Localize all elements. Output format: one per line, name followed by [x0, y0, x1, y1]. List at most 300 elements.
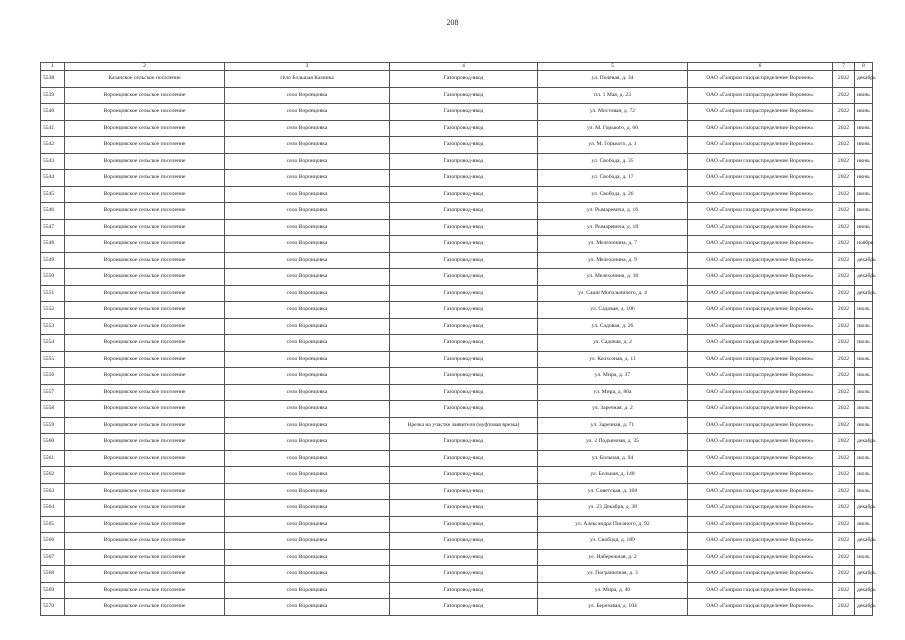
cell-organization: ОАО «Газпром газораспределение Воронеж» [688, 434, 833, 451]
cell-organization: ОАО «Газпром газораспределение Воронеж» [688, 384, 833, 401]
cell-settlement: Воронцовское сельское поселение [65, 252, 225, 269]
cell-month: декабрь [855, 566, 873, 583]
cell-address: ул. Мелехонина, д. 7 [538, 236, 688, 253]
cell-locality: село Воронцовка [225, 335, 390, 352]
cell-settlement: Воронцовское сельское поселение [65, 104, 225, 121]
cell-year: 2022 [833, 335, 855, 352]
cell-year: 2022 [833, 516, 855, 533]
cell-object-type: Газопровод-ввод [390, 401, 538, 418]
table-row [41, 566, 873, 583]
cell-object-type: Газопровод-ввод [390, 87, 538, 104]
cell-month: декабрь [855, 285, 873, 302]
cell-object-type: Газопровод-ввод [390, 516, 538, 533]
cell-organization: ОАО «Газпром газораспределение Воронеж» [688, 170, 833, 187]
table-row [41, 203, 873, 220]
cell-month: июнь [855, 153, 873, 170]
cell-row-number: 5548 [41, 236, 65, 253]
table-body [41, 71, 876, 616]
cell-month: июль [855, 351, 873, 368]
cell-month: июнь [855, 137, 873, 154]
cell-settlement: Воронцовское сельское поселение [65, 269, 225, 286]
table-row [41, 467, 873, 484]
cell-year: 2022 [833, 137, 855, 154]
cell-year: 2022 [833, 401, 855, 418]
cell-address: ул. Мира, д. 40 [538, 582, 688, 599]
cell-row-number: 5543 [41, 153, 65, 170]
cell-row-number: 5568 [41, 566, 65, 583]
cell-address: ул. Садовая, д. 26 [538, 318, 688, 335]
column-header: 2 [65, 63, 225, 71]
cell-settlement: Воронцовское сельское поселение [65, 186, 225, 203]
cell-settlement: Воронцовское сельское поселение [65, 434, 225, 451]
cell-object-type: Газопровод-ввод [390, 599, 538, 616]
cell-address: ул. Садовая, д. 106 [538, 302, 688, 319]
table-row [41, 302, 873, 319]
cell-row-number: 5569 [41, 582, 65, 599]
cell-row-number: 5546 [41, 203, 65, 220]
table-row [41, 368, 873, 385]
cell-locality: село Воронцовка [225, 236, 390, 253]
cell-month: июль [855, 516, 873, 533]
cell-locality: село Воронцовка [225, 186, 390, 203]
table-row [41, 335, 873, 352]
cell-year: 2022 [833, 71, 855, 88]
cell-organization: ОАО «Газпром газораспределение Воронеж» [688, 351, 833, 368]
cell-month: июль [855, 335, 873, 352]
cell-row-number: 5556 [41, 368, 65, 385]
cell-locality: село Большая Казинка [225, 71, 390, 88]
cell-address: ул. Больная, д. 94 [538, 450, 688, 467]
cell-locality: село Воронцовка [225, 516, 390, 533]
cell-settlement: Воронцовское сельское поселение [65, 87, 225, 104]
cell-year: 2022 [833, 434, 855, 451]
cell-address: ул. Заречная, д. 2 [538, 401, 688, 418]
table-row [41, 599, 873, 616]
cell-month: июль [855, 302, 873, 319]
cell-month: декабрь [855, 71, 873, 88]
table-row [41, 269, 873, 286]
cell-settlement: Воронцовское сельское поселение [65, 384, 225, 401]
cell-year: 2022 [833, 582, 855, 599]
table-row [41, 533, 873, 550]
cell-settlement: Воронцовское сельское поселение [65, 170, 225, 187]
cell-year: 2022 [833, 269, 855, 286]
cell-object-type: Врезка на участке заявителя (муфтовая врезка) [390, 417, 538, 434]
cell-year: 2022 [833, 467, 855, 484]
cell-month: июль [855, 368, 873, 385]
cell-row-number: 5559 [41, 417, 65, 434]
cell-settlement: Воронцовское сельское поселение [65, 417, 225, 434]
cell-locality: село Воронцовка [225, 450, 390, 467]
cell-object-type: Газопровод-ввод [390, 351, 538, 368]
cell-row-number: 5564 [41, 500, 65, 517]
cell-locality: село Воронцовка [225, 549, 390, 566]
cell-organization: ОАО «Газпром газораспределение Воронеж» [688, 269, 833, 286]
column-header: 1 [41, 63, 65, 71]
cell-locality: село Воронцовка [225, 566, 390, 583]
cell-object-type: Газопровод-ввод [390, 566, 538, 583]
cell-locality: село Воронцовка [225, 434, 390, 451]
table-row [41, 500, 873, 517]
cell-organization: ОАО «Газпром газораспределение Воронеж» [688, 285, 833, 302]
cell-month: июнь [855, 120, 873, 137]
cell-row-number: 5555 [41, 351, 65, 368]
cell-month: июль [855, 549, 873, 566]
cell-row-number: 5567 [41, 549, 65, 566]
cell-organization: ОАО «Газпром газораспределение Воронеж» [688, 302, 833, 319]
cell-row-number: 5562 [41, 467, 65, 484]
cell-locality: село Воронцовка [225, 582, 390, 599]
cell-month: июнь [855, 170, 873, 187]
cell-organization: ОАО «Газпром газораспределение Воронеж» [688, 318, 833, 335]
cell-locality: село Воронцовка [225, 368, 390, 385]
table-row [41, 71, 873, 88]
table-row [41, 153, 873, 170]
table-row [41, 318, 873, 335]
cell-row-number: 5539 [41, 87, 65, 104]
table-row [41, 483, 873, 500]
cell-object-type: Газопровод-ввод [390, 533, 538, 550]
cell-locality: село Воронцовка [225, 104, 390, 121]
cell-settlement: Воронцовское сельское поселение [65, 137, 225, 154]
cell-month: июль [855, 384, 873, 401]
cell-object-type: Газопровод-ввод [390, 450, 538, 467]
cell-row-number: 5547 [41, 219, 65, 236]
cell-settlement: Воронцовское сельское поселение [65, 153, 225, 170]
cell-object-type: Газопровод-ввод [390, 434, 538, 451]
cell-month: июль [855, 467, 873, 484]
cell-settlement: Воронцовское сельское поселение [65, 401, 225, 418]
cell-settlement: Воронцовское сельское поселение [65, 285, 225, 302]
cell-address: ул. Набережная, д. 2 [538, 549, 688, 566]
cell-year: 2022 [833, 599, 855, 616]
page-number: 208 [446, 18, 459, 27]
cell-settlement: Воронцовское сельское поселение [65, 450, 225, 467]
cell-organization: ОАО «Газпром газораспределение Воронеж» [688, 417, 833, 434]
cell-organization: ОАО «Газпром газораспределение Воронеж» [688, 87, 833, 104]
cell-object-type: Газопровод-ввод [390, 219, 538, 236]
cell-organization: ОАО «Газпром газораспределение Воронеж» [688, 549, 833, 566]
cell-month: ноябрь [855, 236, 873, 253]
cell-object-type: Газопровод-ввод [390, 153, 538, 170]
cell-month: июнь [855, 87, 873, 104]
cell-year: 2022 [833, 384, 855, 401]
cell-settlement: Воронцовское сельское поселение [65, 219, 225, 236]
cell-locality: село Воронцовка [225, 417, 390, 434]
table-row [41, 170, 873, 187]
cell-object-type: Газопровод-ввод [390, 236, 538, 253]
cell-address: ул. Мелехонина, д. 9 [538, 252, 688, 269]
cell-settlement: Воронцовское сельское поселение [65, 318, 225, 335]
cell-organization: ОАО «Газпром газораспределение Воронеж» [688, 120, 833, 137]
cell-address: ул. Мостовая, д. 72 [538, 104, 688, 121]
table-row [41, 582, 873, 599]
cell-row-number: 5549 [41, 252, 65, 269]
cell-locality: село Воронцовка [225, 252, 390, 269]
cell-address: ул. Больная, д. 148 [538, 467, 688, 484]
column-header: 4 [390, 63, 538, 71]
cell-settlement: Воронцовское сельское поселение [65, 533, 225, 550]
cell-year: 2022 [833, 219, 855, 236]
table-row [41, 104, 873, 121]
cell-object-type: Газопровод-ввод [390, 120, 538, 137]
cell-address: ул. Заречная, д. 71 [538, 417, 688, 434]
cell-month: июнь [855, 219, 873, 236]
cell-month: декабрь [855, 252, 873, 269]
cell-settlement: Воронцовское сельское поселение [65, 120, 225, 137]
cell-address: ул. Рымаревича, д. 16 [538, 203, 688, 220]
cell-row-number: 5545 [41, 186, 65, 203]
cell-address: ул. Садовая, д. 2 [538, 335, 688, 352]
table-row [41, 351, 873, 368]
cell-organization: ОАО «Газпром газораспределение Воронеж» [688, 137, 833, 154]
cell-row-number: 5554 [41, 335, 65, 352]
gas-connection-table [40, 62, 876, 616]
cell-settlement: Воронцовское сельское поселение [65, 483, 225, 500]
cell-locality: село Воронцовка [225, 401, 390, 418]
cell-row-number: 5553 [41, 318, 65, 335]
cell-settlement: Воронцовское сельское поселение [65, 351, 225, 368]
cell-settlement: Воронцовское сельское поселение [65, 582, 225, 599]
cell-object-type: Газопровод-ввод [390, 368, 538, 385]
cell-address: пл. 1 Мая, д. 23 [538, 87, 688, 104]
cell-month: декабрь [855, 434, 873, 451]
table-row [41, 401, 873, 418]
cell-month: июль [855, 483, 873, 500]
table-row [41, 417, 873, 434]
cell-year: 2022 [833, 417, 855, 434]
cell-settlement: Воронцовское сельское поселение [65, 566, 225, 583]
column-header: 3 [225, 63, 390, 71]
cell-organization: ОАО «Газпром газораспределение Воронеж» [688, 203, 833, 220]
cell-year: 2022 [833, 549, 855, 566]
cell-locality: село Воронцовка [225, 153, 390, 170]
cell-year: 2022 [833, 186, 855, 203]
table-row [41, 219, 873, 236]
cell-address: ул. Александра Писаного, д. 92 [538, 516, 688, 533]
cell-year: 2022 [833, 368, 855, 385]
cell-locality: село Воронцовка [225, 302, 390, 319]
cell-month: июнь [855, 203, 873, 220]
cell-month: июнь [855, 104, 873, 121]
cell-address: ул. Пограничная, д. 3 [538, 566, 688, 583]
cell-address: ул. 23 Декабря, д. 38 [538, 500, 688, 517]
table-row [41, 516, 873, 533]
cell-object-type: Газопровод-ввод [390, 549, 538, 566]
cell-object-type: Газопровод-ввод [390, 186, 538, 203]
cell-locality: село Воронцовка [225, 351, 390, 368]
cell-row-number: 5552 [41, 302, 65, 319]
cell-object-type: Газопровод-ввод [390, 483, 538, 500]
cell-year: 2022 [833, 566, 855, 583]
cell-address: ул. Березовая, д. 104 [538, 599, 688, 616]
table-row [41, 434, 873, 451]
cell-month: июль [855, 417, 873, 434]
cell-address: ул. 2 Подъемная, д. 35 [538, 434, 688, 451]
cell-address: ул. Колхозная, д. 11 [538, 351, 688, 368]
cell-row-number: 5540 [41, 104, 65, 121]
cell-organization: ОАО «Газпром газораспределение Воронеж» [688, 467, 833, 484]
cell-organization: ОАО «Газпром газораспределение Воронеж» [688, 500, 833, 517]
cell-settlement: Воронцовское сельское поселение [65, 467, 225, 484]
cell-month: декабрь [855, 533, 873, 550]
column-header: 5 [538, 63, 688, 71]
table-row [41, 285, 873, 302]
cell-object-type: Газопровод-ввод [390, 302, 538, 319]
cell-month: июль [855, 318, 873, 335]
cell-settlement: Воронцовское сельское поселение [65, 203, 225, 220]
cell-object-type: Газопровод-ввод [390, 318, 538, 335]
cell-row-number: 5558 [41, 401, 65, 418]
cell-object-type: Газопровод-ввод [390, 335, 538, 352]
cell-address: ул. Свобода, д. 17 [538, 170, 688, 187]
table-row [41, 252, 873, 269]
cell-row-number: 5563 [41, 483, 65, 500]
cell-year: 2022 [833, 285, 855, 302]
cell-organization: ОАО «Газпром газораспределение Воронеж» [688, 401, 833, 418]
cell-row-number: 5560 [41, 434, 65, 451]
cell-year: 2022 [833, 500, 855, 517]
cell-settlement: Воронцовское сельское поселение [65, 500, 225, 517]
cell-organization: ОАО «Газпром газораспределение Воронеж» [688, 582, 833, 599]
table-row [41, 87, 873, 104]
cell-locality: село Воронцовка [225, 219, 390, 236]
cell-settlement: Воронцовское сельское поселение [65, 302, 225, 319]
cell-address: ул. Советская, д. 168 [538, 483, 688, 500]
column-number-header-row [41, 63, 873, 71]
cell-year: 2022 [833, 533, 855, 550]
cell-locality: село Воронцовка [225, 483, 390, 500]
cell-locality: село Воронцовка [225, 500, 390, 517]
cell-address: ул. Саши Могильничего, д. 4 [538, 285, 688, 302]
table-row [41, 137, 873, 154]
cell-month: июнь [855, 186, 873, 203]
cell-settlement: Воронцовское сельское поселение [65, 335, 225, 352]
cell-locality: село Воронцовка [225, 384, 390, 401]
cell-organization: ОАО «Газпром газораспределение Воронеж» [688, 236, 833, 253]
cell-year: 2022 [833, 318, 855, 335]
cell-settlement: Воронцовское сельское поселение [65, 599, 225, 616]
cell-organization: ОАО «Газпром газораспределение Воронеж» [688, 335, 833, 352]
cell-organization: ОАО «Газпром газораспределение Воронеж» [688, 186, 833, 203]
cell-organization: ОАО «Газпром газораспределение Воронеж» [688, 153, 833, 170]
cell-locality: село Воронцовка [225, 285, 390, 302]
cell-month: декабрь [855, 582, 873, 599]
cell-settlement: Воронцовское сельское поселение [65, 549, 225, 566]
cell-organization: ОАО «Газпром газораспределение Воронеж» [688, 566, 833, 583]
table-row [41, 549, 873, 566]
cell-object-type: Газопровод-ввод [390, 500, 538, 517]
cell-row-number: 5542 [41, 137, 65, 154]
cell-object-type: Газопровод-ввод [390, 384, 538, 401]
cell-address: ул. Свобода, д. 26 [538, 186, 688, 203]
cell-row-number: 5538 [41, 71, 65, 88]
column-header: 7 [833, 63, 855, 71]
cell-settlement: Воронцовское сельское поселение [65, 368, 225, 385]
cell-settlement: Воронцовское сельское поселение [65, 236, 225, 253]
cell-month: июль [855, 450, 873, 467]
cell-year: 2022 [833, 87, 855, 104]
cell-object-type: Газопровод-ввод [390, 582, 538, 599]
cell-organization: ОАО «Газпром газораспределение Воронеж» [688, 516, 833, 533]
cell-month: декабрь [855, 599, 873, 616]
table-row [41, 450, 873, 467]
cell-object-type: Газопровод-ввод [390, 170, 538, 187]
cell-row-number: 5544 [41, 170, 65, 187]
cell-year: 2022 [833, 120, 855, 137]
cell-year: 2022 [833, 302, 855, 319]
cell-year: 2022 [833, 203, 855, 220]
cell-month: декабрь [855, 269, 873, 286]
cell-locality: село Воронцовка [225, 533, 390, 550]
cell-month: декабрь [855, 500, 873, 517]
cell-object-type: Газопровод-ввод [390, 137, 538, 154]
cell-address: ул. М. Горького, д. 1 [538, 137, 688, 154]
cell-row-number: 5551 [41, 285, 65, 302]
cell-row-number: 5565 [41, 516, 65, 533]
cell-locality: село Воронцовка [225, 120, 390, 137]
cell-month: июль [855, 401, 873, 418]
cell-organization: ОАО «Газпром газораспределение Воронеж» [688, 450, 833, 467]
cell-year: 2022 [833, 104, 855, 121]
cell-organization: ОАО «Газпром газораспределение Воронеж» [688, 252, 833, 269]
cell-organization: ОАО «Газпром газораспределение Воронеж» [688, 483, 833, 500]
cell-address: ул. Свобода, д. 189 [538, 533, 688, 550]
cell-object-type: Газопровод-ввод [390, 252, 538, 269]
cell-row-number: 5557 [41, 384, 65, 401]
table-row [41, 236, 873, 253]
cell-object-type: Газопровод-ввод [390, 71, 538, 88]
cell-year: 2022 [833, 236, 855, 253]
cell-year: 2022 [833, 170, 855, 187]
cell-organization: ОАО «Газпром газораспределение Воронеж» [688, 599, 833, 616]
cell-year: 2022 [833, 351, 855, 368]
cell-settlement: Воронцовское сельское поселение [65, 516, 225, 533]
column-header: 8 [855, 63, 873, 71]
cell-row-number: 5570 [41, 599, 65, 616]
cell-object-type: Газопровод-ввод [390, 269, 538, 286]
cell-organization: ОАО «Газпром газораспределение Воронеж» [688, 368, 833, 385]
cell-address: ул. М. Горького, д. 60 [538, 120, 688, 137]
cell-year: 2022 [833, 153, 855, 170]
table-row [41, 186, 873, 203]
table-row [41, 120, 873, 137]
cell-locality: село Воронцовка [225, 318, 390, 335]
cell-locality: село Воронцовка [225, 137, 390, 154]
cell-row-number: 5541 [41, 120, 65, 137]
cell-year: 2022 [833, 483, 855, 500]
cell-object-type: Газопровод-ввод [390, 467, 538, 484]
column-header: 6 [688, 63, 833, 71]
cell-address: ул. Свобода, д. 35 [538, 153, 688, 170]
cell-organization: ОАО «Газпром газораспределение Воронеж» [688, 71, 833, 88]
cell-address: ул. Мелехонина, д. 10 [538, 269, 688, 286]
cell-organization: ОАО «Газпром газораспределение Воронеж» [688, 533, 833, 550]
cell-address: ул. Мира, д. 37 [538, 368, 688, 385]
cell-locality: село Воронцовка [225, 203, 390, 220]
cell-object-type: Газопровод-ввод [390, 104, 538, 121]
cell-address: ул. Рымаревича, д. 18 [538, 219, 688, 236]
cell-row-number: 5561 [41, 450, 65, 467]
cell-locality: село Воронцовка [225, 599, 390, 616]
cell-organization: ОАО «Газпром газораспределение Воронеж» [688, 104, 833, 121]
cell-year: 2022 [833, 252, 855, 269]
cell-row-number: 5550 [41, 269, 65, 286]
cell-year: 2022 [833, 450, 855, 467]
cell-object-type: Газопровод-ввод [390, 285, 538, 302]
table-row [41, 384, 873, 401]
cell-object-type: Газопровод-ввод [390, 203, 538, 220]
